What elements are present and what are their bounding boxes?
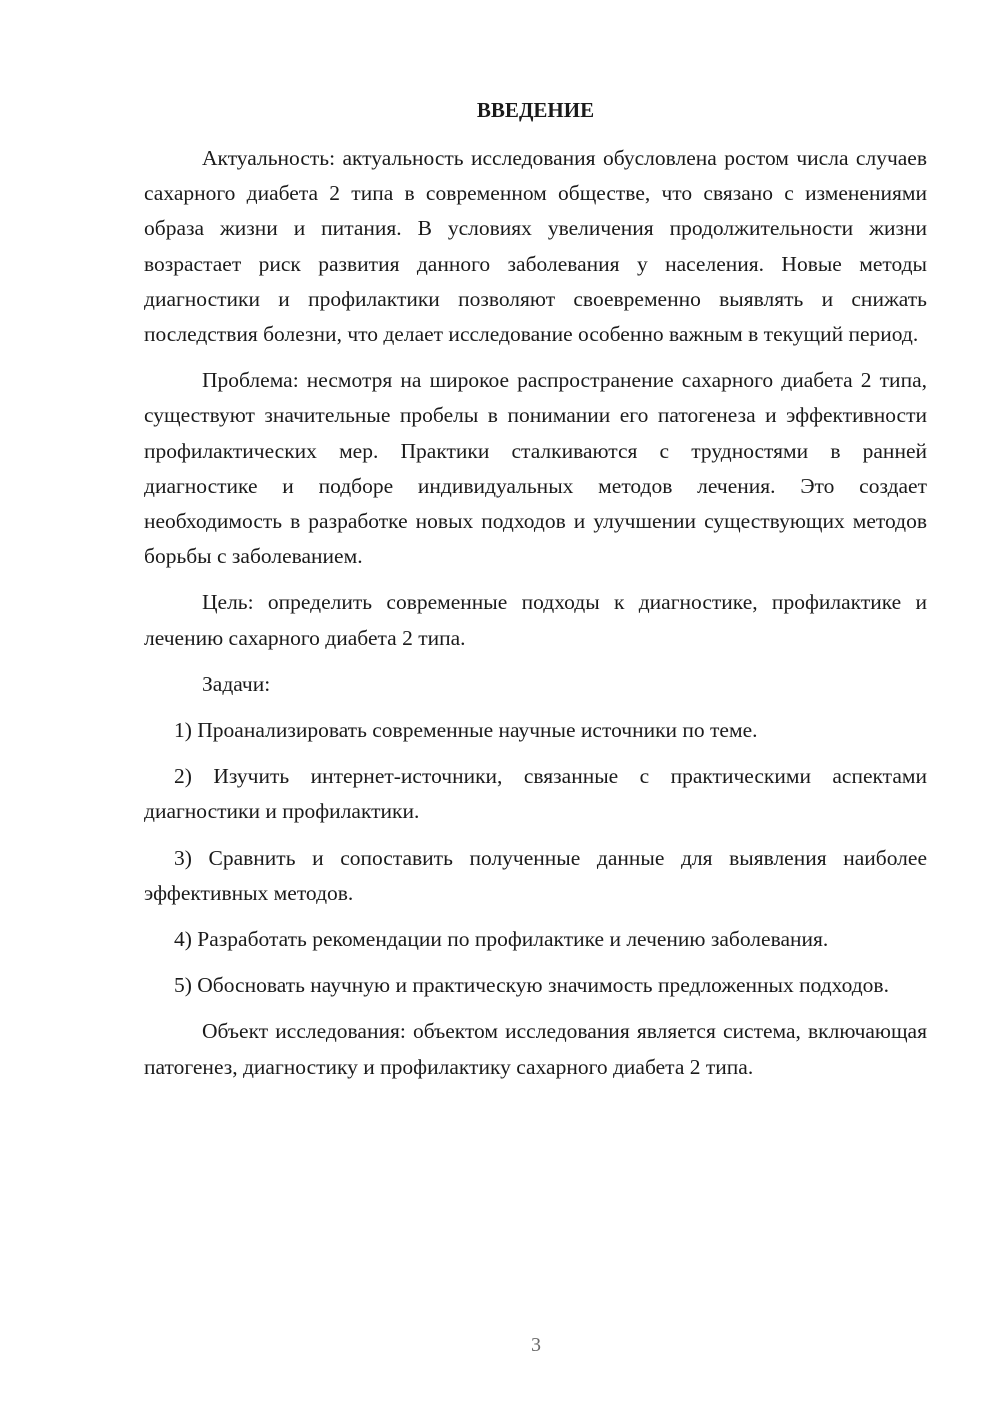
task-item-2: 2) Изучить интернет-источники, связанные с практическими аспектами диагностики и профилактики. [144, 764, 927, 824]
problem-paragraph: Проблема: несмотря на широкое распространение сахарного диабета 2 типа, существуют значительные пробелы в понимании его патогенеза и эффективности профилактических мер. Практики сталкиваются с трудностями в ранней диагностике и подборе индивидуальных методов лечения. Это создает необходимость в разработке новых подходов и улучшении существующих методов борьбы с заболеванием. [144, 368, 927, 569]
tasks-heading: Задачи: [202, 671, 271, 696]
document-page [144, 92, 927, 1096]
page-title: ВВЕДЕНИЕ [476, 98, 595, 122]
relevance-paragraph: Актуальность: актуальность исследования обусловлена ростом числа случаев сахарного диабета 2 типа в современном обществе, что связано с изменениями образа жизни и питания. В условиях увеличения продолжительности жизни возрастает риск развития данного заболевания у населения. Новые методы диагностики и профилактики позволяют своевременно выявлять и снижать последствия болезни, что делает исследование особенно важным в текущий период. [144, 146, 927, 347]
task-item-1: 1) Проанализировать современные научные источники по теме. [174, 718, 758, 743]
task-item-5: 5) Обосновать научную и практическую значимость предложенных подходов. [174, 973, 889, 998]
object-paragraph: Объект исследования: объектом исследования является система, включающая патогенез, диагностику и профилактику сахарного диабета 2 типа. [144, 1019, 927, 1079]
task-item-4: 4) Разработать рекомендации по профилактике и лечению заболевания. [174, 927, 829, 952]
goal-paragraph: Цель: определить современные подходы к диагностике, профилактике и лечению сахарного диабета 2 типа. [144, 590, 927, 650]
task-item-3: 3) Сравнить и сопоставить полученные данные для выявления наиболее эффективных методов. [144, 845, 927, 905]
page-number: 3 [531, 1334, 541, 1356]
